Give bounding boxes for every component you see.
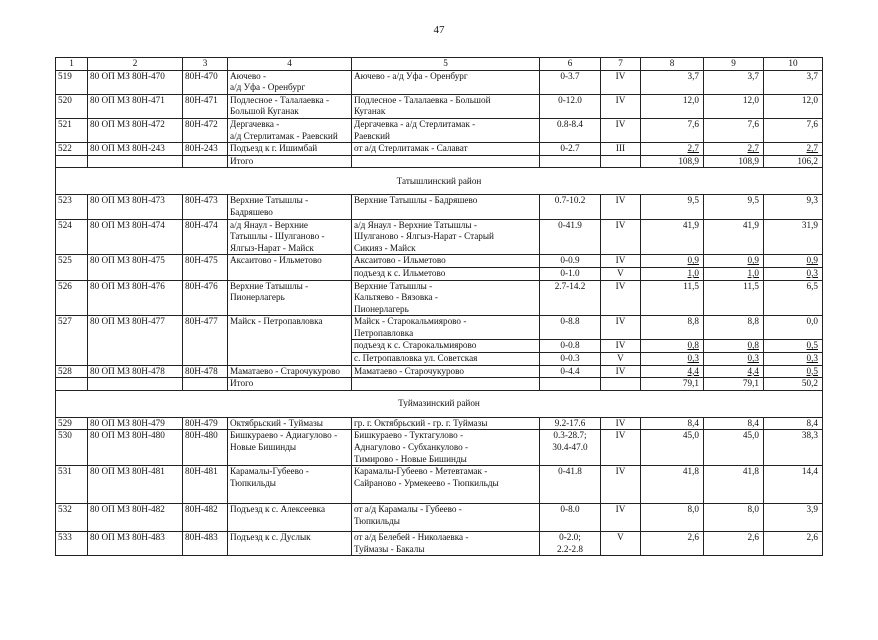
- length-col10: 31,9: [764, 219, 823, 255]
- road-id: 80 ОП МЗ 80Н-481: [88, 466, 183, 504]
- table-row: [56, 504, 823, 532]
- length-col10: 2,6: [764, 532, 823, 556]
- length-col9: 11,5: [704, 280, 764, 316]
- road-name: Подъезд к с. Дуслык: [228, 532, 352, 556]
- length-col9: 1,0: [704, 267, 764, 280]
- roads-table: [55, 57, 823, 556]
- total-col8: 108,9: [641, 155, 704, 168]
- road-name: Октябрьский - Туймазы: [228, 417, 352, 430]
- category: IV: [601, 417, 641, 430]
- length-col9: 0,9: [704, 255, 764, 268]
- category: IV: [601, 94, 641, 118]
- road-name: Верхние Татышлы - Бадряшево: [228, 195, 352, 219]
- km-range: 0-4.4: [540, 365, 601, 378]
- row-number: 522: [56, 143, 88, 156]
- km-range: 0-41.8: [540, 466, 601, 504]
- column-number-row: [56, 58, 823, 71]
- km-range: 2.7-14.2: [540, 280, 601, 316]
- category: IV: [601, 255, 641, 268]
- road-id: 80 ОП МЗ 80Н-476: [88, 280, 183, 316]
- table-row: [56, 143, 823, 156]
- road-code: 80Н-471: [183, 94, 228, 118]
- row-number: 528: [56, 365, 88, 378]
- table-row: [56, 466, 823, 504]
- length-col9: 9,5: [704, 195, 764, 219]
- km-range: 0-8.8: [540, 316, 601, 340]
- road-route: от а/д Белебей - Николаевка - Туймазы - Бакалы: [352, 532, 540, 556]
- length-total: 0,9: [641, 255, 704, 268]
- category: IV: [601, 365, 641, 378]
- road-route: Верхние Татышлы - Бадряшево: [352, 195, 540, 219]
- road-code: 80Н-477: [183, 316, 228, 365]
- road-id: 80 ОП МЗ 80Н-483: [88, 532, 183, 556]
- road-name: Подъезд к с. Алексеевка: [228, 504, 352, 532]
- road-code: 80Н-479: [183, 417, 228, 430]
- road-route: подъезд к с. Ильметово: [352, 267, 540, 280]
- length-col10: 7,6: [764, 118, 823, 142]
- road-route: от а/д Стерлитамак - Салават: [352, 143, 540, 156]
- length-col9: 2,6: [704, 532, 764, 556]
- road-code: 80Н-483: [183, 532, 228, 556]
- total-label: Итого: [228, 378, 352, 391]
- length-total: 2,7: [641, 143, 704, 156]
- length-col10: 9,3: [764, 195, 823, 219]
- road-name: Маматаево - Старочукурово: [228, 365, 352, 378]
- category: IV: [601, 340, 641, 353]
- km-range: 0-12.0: [540, 94, 601, 118]
- col-header: 2: [88, 58, 183, 71]
- category: IV: [601, 118, 641, 142]
- road-route: Бишкураево - Туктагулово - Аднагулово - Субханкулово - Тимирово - Новые Бишинды: [352, 430, 540, 466]
- length-total: 3,7: [641, 70, 704, 94]
- length-col9: 2,7: [704, 143, 764, 156]
- total-col10: 50,2: [764, 378, 823, 391]
- col-header: 1: [56, 58, 88, 71]
- km-range: 0-0.8: [540, 340, 601, 353]
- row-number: 526: [56, 280, 88, 316]
- road-route: Дергачевка - а/д Стерлитамак - Раевский: [352, 118, 540, 142]
- length-col9: 4,4: [704, 365, 764, 378]
- col-header: 8: [641, 58, 704, 71]
- length-col10: 8,4: [764, 417, 823, 430]
- km-range: 0-0.9: [540, 255, 601, 268]
- road-code: 80Н-478: [183, 365, 228, 378]
- road-id: 80 ОП МЗ 80Н-473: [88, 195, 183, 219]
- road-id: 80 ОП МЗ 80Н-472: [88, 118, 183, 142]
- km-range: 0-2.0; 2.2-2.8: [540, 532, 601, 556]
- km-range: 0.8-8.4: [540, 118, 601, 142]
- road-name: Подлесное - Талалаевка - Большой Куганак: [228, 94, 352, 118]
- road-route: Аксаитово - Ильметово: [352, 255, 540, 268]
- length-total: 0,3: [641, 353, 704, 366]
- total-row: [56, 155, 823, 168]
- category: IV: [601, 430, 641, 466]
- road-code: 80Н-481: [183, 466, 228, 504]
- category: IV: [601, 316, 641, 340]
- category: IV: [601, 219, 641, 255]
- length-col10: 0,0: [764, 316, 823, 340]
- total-col10: 106,2: [764, 155, 823, 168]
- category: IV: [601, 504, 641, 532]
- length-col9: 0,3: [704, 353, 764, 366]
- length-total: 8,8: [641, 316, 704, 340]
- road-id: 80 ОП МЗ 80Н-243: [88, 143, 183, 156]
- length-total: 8,4: [641, 417, 704, 430]
- total-col9: 79,1: [704, 378, 764, 391]
- road-id: 80 ОП МЗ 80Н-482: [88, 504, 183, 532]
- road-route: гр. г. Октябрьский - гр. г. Туймазы: [352, 417, 540, 430]
- row-number: 532: [56, 504, 88, 532]
- category: V: [601, 353, 641, 366]
- row-number: 529: [56, 417, 88, 430]
- road-name: Аксаитово - Ильметово: [228, 255, 352, 280]
- length-col9: 8,0: [704, 504, 764, 532]
- road-route: с. Петропавловка ул. Советская: [352, 353, 540, 366]
- total-label: Итого: [228, 155, 352, 168]
- row-number: 519: [56, 70, 88, 94]
- length-total: 2,6: [641, 532, 704, 556]
- km-range: 0-2.7: [540, 143, 601, 156]
- road-name: Аючево - а/д Уфа - Оренбург: [228, 70, 352, 94]
- km-range: 0-3.7: [540, 70, 601, 94]
- road-id: 80 ОП МЗ 80Н-474: [88, 219, 183, 255]
- road-route: Маматаево - Старочукурово: [352, 365, 540, 378]
- length-col10: 3,9: [764, 504, 823, 532]
- road-id: 80 ОП МЗ 80Н-471: [88, 94, 183, 118]
- section-header-row: [56, 390, 823, 417]
- road-code: 80Н-476: [183, 280, 228, 316]
- row-number: 524: [56, 219, 88, 255]
- total-row: [56, 378, 823, 391]
- km-range: 9.2-17.6: [540, 417, 601, 430]
- length-total: 8,0: [641, 504, 704, 532]
- length-col9: 12,0: [704, 94, 764, 118]
- length-col9: 41,9: [704, 219, 764, 255]
- road-code: 80Н-472: [183, 118, 228, 142]
- row-number: 531: [56, 466, 88, 504]
- road-name: Бишкураево - Адиагулово - Новые Бишинды: [228, 430, 352, 466]
- road-name: Подъезд к г. Ишимбай: [228, 143, 352, 156]
- row-number: 525: [56, 255, 88, 280]
- length-col10: 0,5: [764, 340, 823, 353]
- category: IV: [601, 280, 641, 316]
- road-route: Майск - Старокальмиярово - Петропавловка: [352, 316, 540, 340]
- road-id: 80 ОП МЗ 80Н-470: [88, 70, 183, 94]
- col-header: 10: [764, 58, 823, 71]
- table-row: [56, 532, 823, 556]
- col-header: 4: [228, 58, 352, 71]
- road-name: Верхние Татышлы - Пионерлагерь: [228, 280, 352, 316]
- table-row: [56, 316, 823, 340]
- road-name: Дергачевка - а/д Стерлитамак - Раевский: [228, 118, 352, 142]
- total-col8: 79,1: [641, 378, 704, 391]
- road-route: от а/д Карамалы - Губеево - Тюпкильды: [352, 504, 540, 532]
- length-total: 45,0: [641, 430, 704, 466]
- table-row: [56, 219, 823, 255]
- km-range: 0.3-28.7; 30.4-47.0: [540, 430, 601, 466]
- table-row: [56, 430, 823, 466]
- length-col10: 0,3: [764, 353, 823, 366]
- length-total: 4,4: [641, 365, 704, 378]
- length-col9: 3,7: [704, 70, 764, 94]
- section-title: Туймазинский район: [56, 390, 823, 417]
- length-col10: 38,3: [764, 430, 823, 466]
- length-col10: 3,7: [764, 70, 823, 94]
- category: V: [601, 532, 641, 556]
- table-row: [56, 94, 823, 118]
- km-range: 0-0.3: [540, 353, 601, 366]
- length-col10: 0,5: [764, 365, 823, 378]
- length-col9: 7,6: [704, 118, 764, 142]
- road-id: 80 ОП МЗ 80Н-479: [88, 417, 183, 430]
- table-row: [56, 417, 823, 430]
- length-total: 7,6: [641, 118, 704, 142]
- length-col10: 2,7: [764, 143, 823, 156]
- row-number: 530: [56, 430, 88, 466]
- road-id: 80 ОП МЗ 80Н-475: [88, 255, 183, 280]
- page-number: 47: [433, 24, 445, 36]
- length-total: 9,5: [641, 195, 704, 219]
- length-col9: 45,0: [704, 430, 764, 466]
- length-col9: 8,4: [704, 417, 764, 430]
- km-range: 0.7-10.2: [540, 195, 601, 219]
- road-name: Карамалы-Губеево - Тюпкильды: [228, 466, 352, 504]
- km-range: 0-8.0: [540, 504, 601, 532]
- road-code: 80Н-482: [183, 504, 228, 532]
- road-route: подъезд к с. Старокальмиярово: [352, 340, 540, 353]
- table-row: [56, 195, 823, 219]
- col-header: 5: [352, 58, 540, 71]
- category: IV: [601, 466, 641, 504]
- row-number: 533: [56, 532, 88, 556]
- row-number: 523: [56, 195, 88, 219]
- row-number: 520: [56, 94, 88, 118]
- road-code: 80Н-470: [183, 70, 228, 94]
- road-name: Майск - Петропавловка: [228, 316, 352, 365]
- length-total: 1,0: [641, 267, 704, 280]
- road-code: 80Н-480: [183, 430, 228, 466]
- table-row: [56, 118, 823, 142]
- length-total: 41,8: [641, 466, 704, 504]
- length-col9: 41,8: [704, 466, 764, 504]
- road-name: а/д Янаул - Верхние Татышлы - Шулганово - Ялгыз-Нарат - Майск: [228, 219, 352, 255]
- road-code: 80Н-243: [183, 143, 228, 156]
- table-row: [56, 255, 823, 268]
- km-range: 0-1.0: [540, 267, 601, 280]
- col-header: 7: [601, 58, 641, 71]
- road-id: 80 ОП МЗ 80Н-477: [88, 316, 183, 365]
- road-code: 80Н-474: [183, 219, 228, 255]
- row-number: 521: [56, 118, 88, 142]
- length-total: 41,9: [641, 219, 704, 255]
- road-route: Аючево - а/д Уфа - Оренбург: [352, 70, 540, 94]
- col-header: 9: [704, 58, 764, 71]
- table-row: [56, 365, 823, 378]
- length-col9: 0,8: [704, 340, 764, 353]
- length-col10: 0,9: [764, 255, 823, 268]
- road-id: 80 ОП МЗ 80Н-480: [88, 430, 183, 466]
- length-total: 12,0: [641, 94, 704, 118]
- section-header-row: [56, 168, 823, 195]
- road-route: Верхние Татышлы - Кальтяево - Вязовка - Пионерлагерь: [352, 280, 540, 316]
- length-col10: 12,0: [764, 94, 823, 118]
- road-route: а/д Янаул - Верхние Татышлы - Шулганово - Ялгыз-Нарат - Старый Сикияз - Майск: [352, 219, 540, 255]
- section-title: Татышлинский район: [56, 168, 823, 195]
- table-row: [56, 280, 823, 316]
- table-row: [56, 70, 823, 94]
- length-col10: 6,5: [764, 280, 823, 316]
- length-col10: 0,3: [764, 267, 823, 280]
- road-route: Карамалы-Губеево - Метевтамак - Сайраново - Урмекеево - Тюпкильды: [352, 466, 540, 504]
- length-col9: 8,8: [704, 316, 764, 340]
- col-header: 6: [540, 58, 601, 71]
- length-total: 0,8: [641, 340, 704, 353]
- col-header: 3: [183, 58, 228, 71]
- row-number: 527: [56, 316, 88, 365]
- total-col9: 108,9: [704, 155, 764, 168]
- category: IV: [601, 70, 641, 94]
- road-id: 80 ОП МЗ 80Н-478: [88, 365, 183, 378]
- road-route: Подлесное - Талалаевка - Большой Куганак: [352, 94, 540, 118]
- road-code: 80Н-475: [183, 255, 228, 280]
- road-code: 80Н-473: [183, 195, 228, 219]
- category: III: [601, 143, 641, 156]
- category: V: [601, 267, 641, 280]
- length-col10: 14,4: [764, 466, 823, 504]
- category: IV: [601, 195, 641, 219]
- length-total: 11,5: [641, 280, 704, 316]
- km-range: 0-41.9: [540, 219, 601, 255]
